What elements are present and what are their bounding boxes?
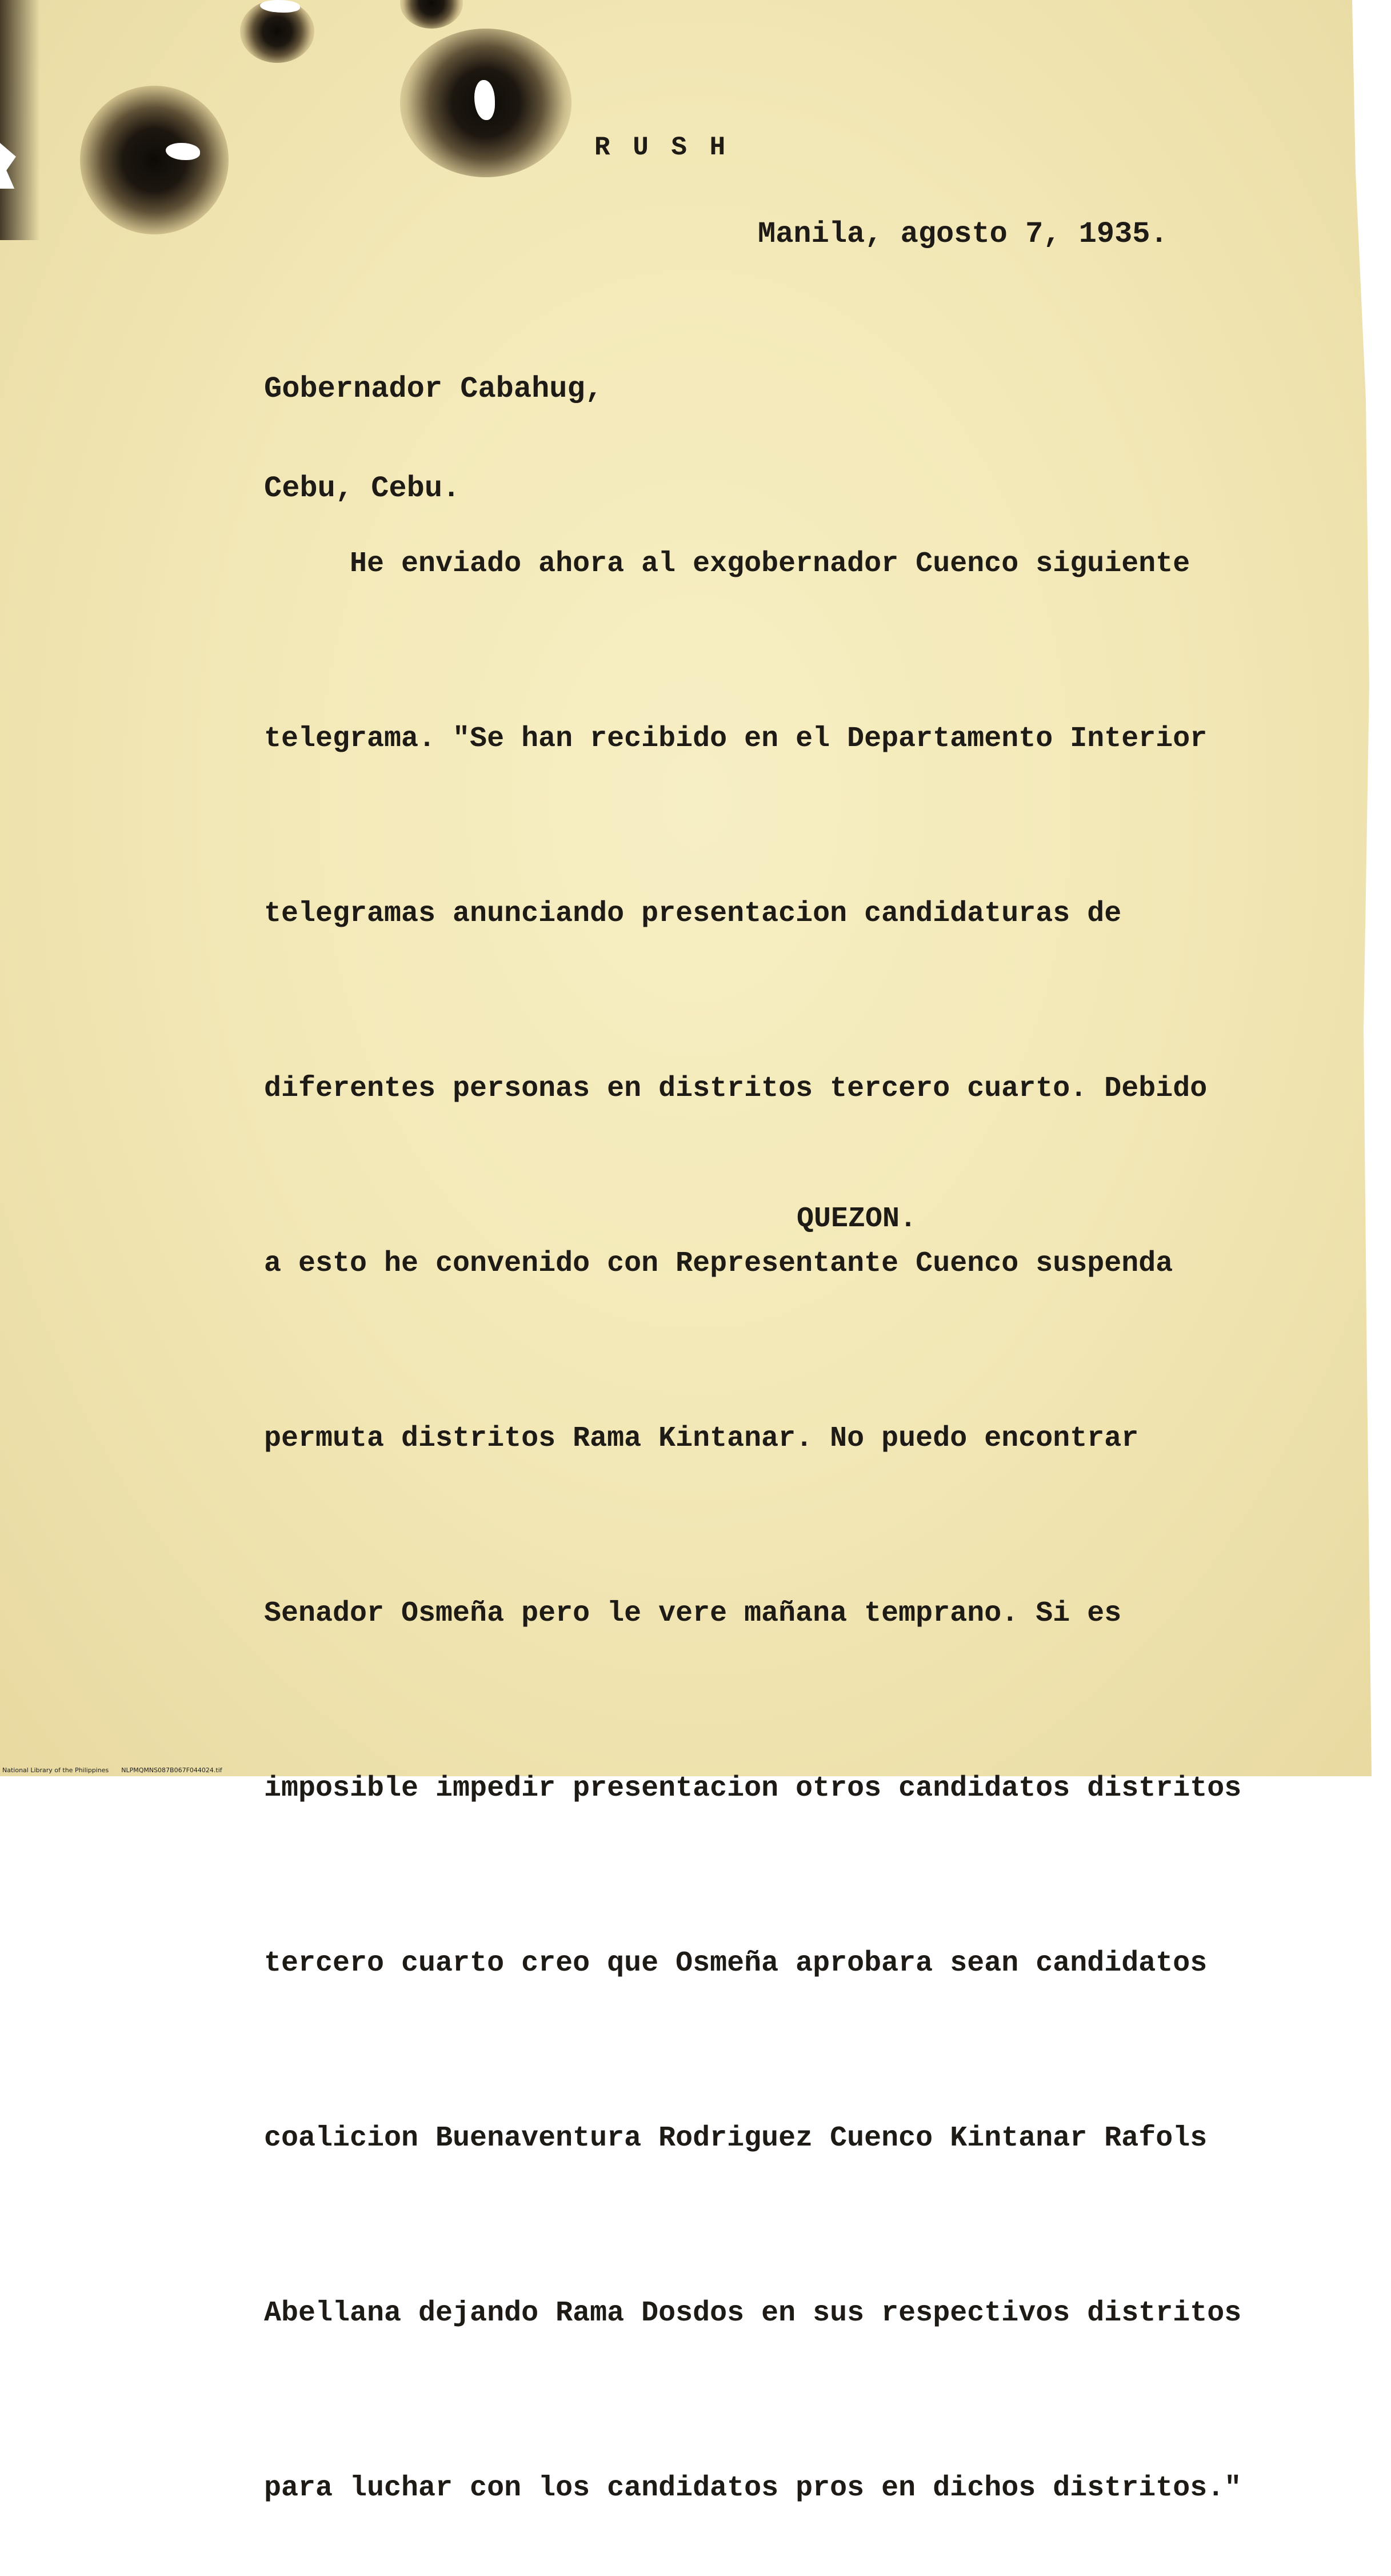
burn-mark-large — [80, 86, 229, 234]
body-line: Abellana dejando Rama Dosdos en sus respectivos distritos — [264, 2297, 1242, 2330]
body-line: coalicion Buenaventura Rodriguez Cuenco Kintanar Rafols — [264, 2122, 1208, 2155]
body-line: para luchar con los candidatos pros en dichos distritos." — [264, 2472, 1242, 2505]
body-line: telegramas anunciando presentacion candidaturas de — [264, 898, 1122, 930]
rush-marker: R U S H — [594, 133, 729, 162]
addressee-location: Cebu, Cebu. — [264, 472, 461, 505]
body-line: imposible impedir presentacion otros candidatos distritos — [264, 1772, 1242, 1805]
body-line: telegrama. "Se han recibido en el Departamento Interior — [264, 723, 1208, 755]
body-line: Senador Osmeña pero le vere mañana temprano. Si es — [264, 1597, 1122, 1630]
footer-file-id: NLPMQMNS087B067F044024.tif — [121, 1766, 222, 1774]
body-line: tercero cuarto creo que Osmeña aprobara sean candidatos — [264, 1947, 1208, 1980]
letter-date: Manila, agosto 7, 1935. — [758, 217, 1168, 251]
body-line: a esto he convenido con Representante Cuenco suspenda — [264, 1247, 1173, 1280]
footer-library: National Library of the Philippines — [2, 1766, 109, 1774]
body-line: He enviado ahora al exgobernador Cuenco siguiente — [264, 548, 1190, 580]
body-line: permuta distritos Rama Kintanar. No puedo encontrar — [264, 1422, 1139, 1455]
addressee-name: Gobernador Cabahug, — [264, 372, 603, 406]
body-line: diferentes personas en distritos tercero cuarto. Debido — [264, 1072, 1208, 1105]
telegram-body — [264, 418, 1241, 2576]
archive-footer — [2, 1766, 235, 1774]
left-edge-stain — [0, 0, 40, 240]
signature: QUEZON. — [797, 1203, 917, 1235]
